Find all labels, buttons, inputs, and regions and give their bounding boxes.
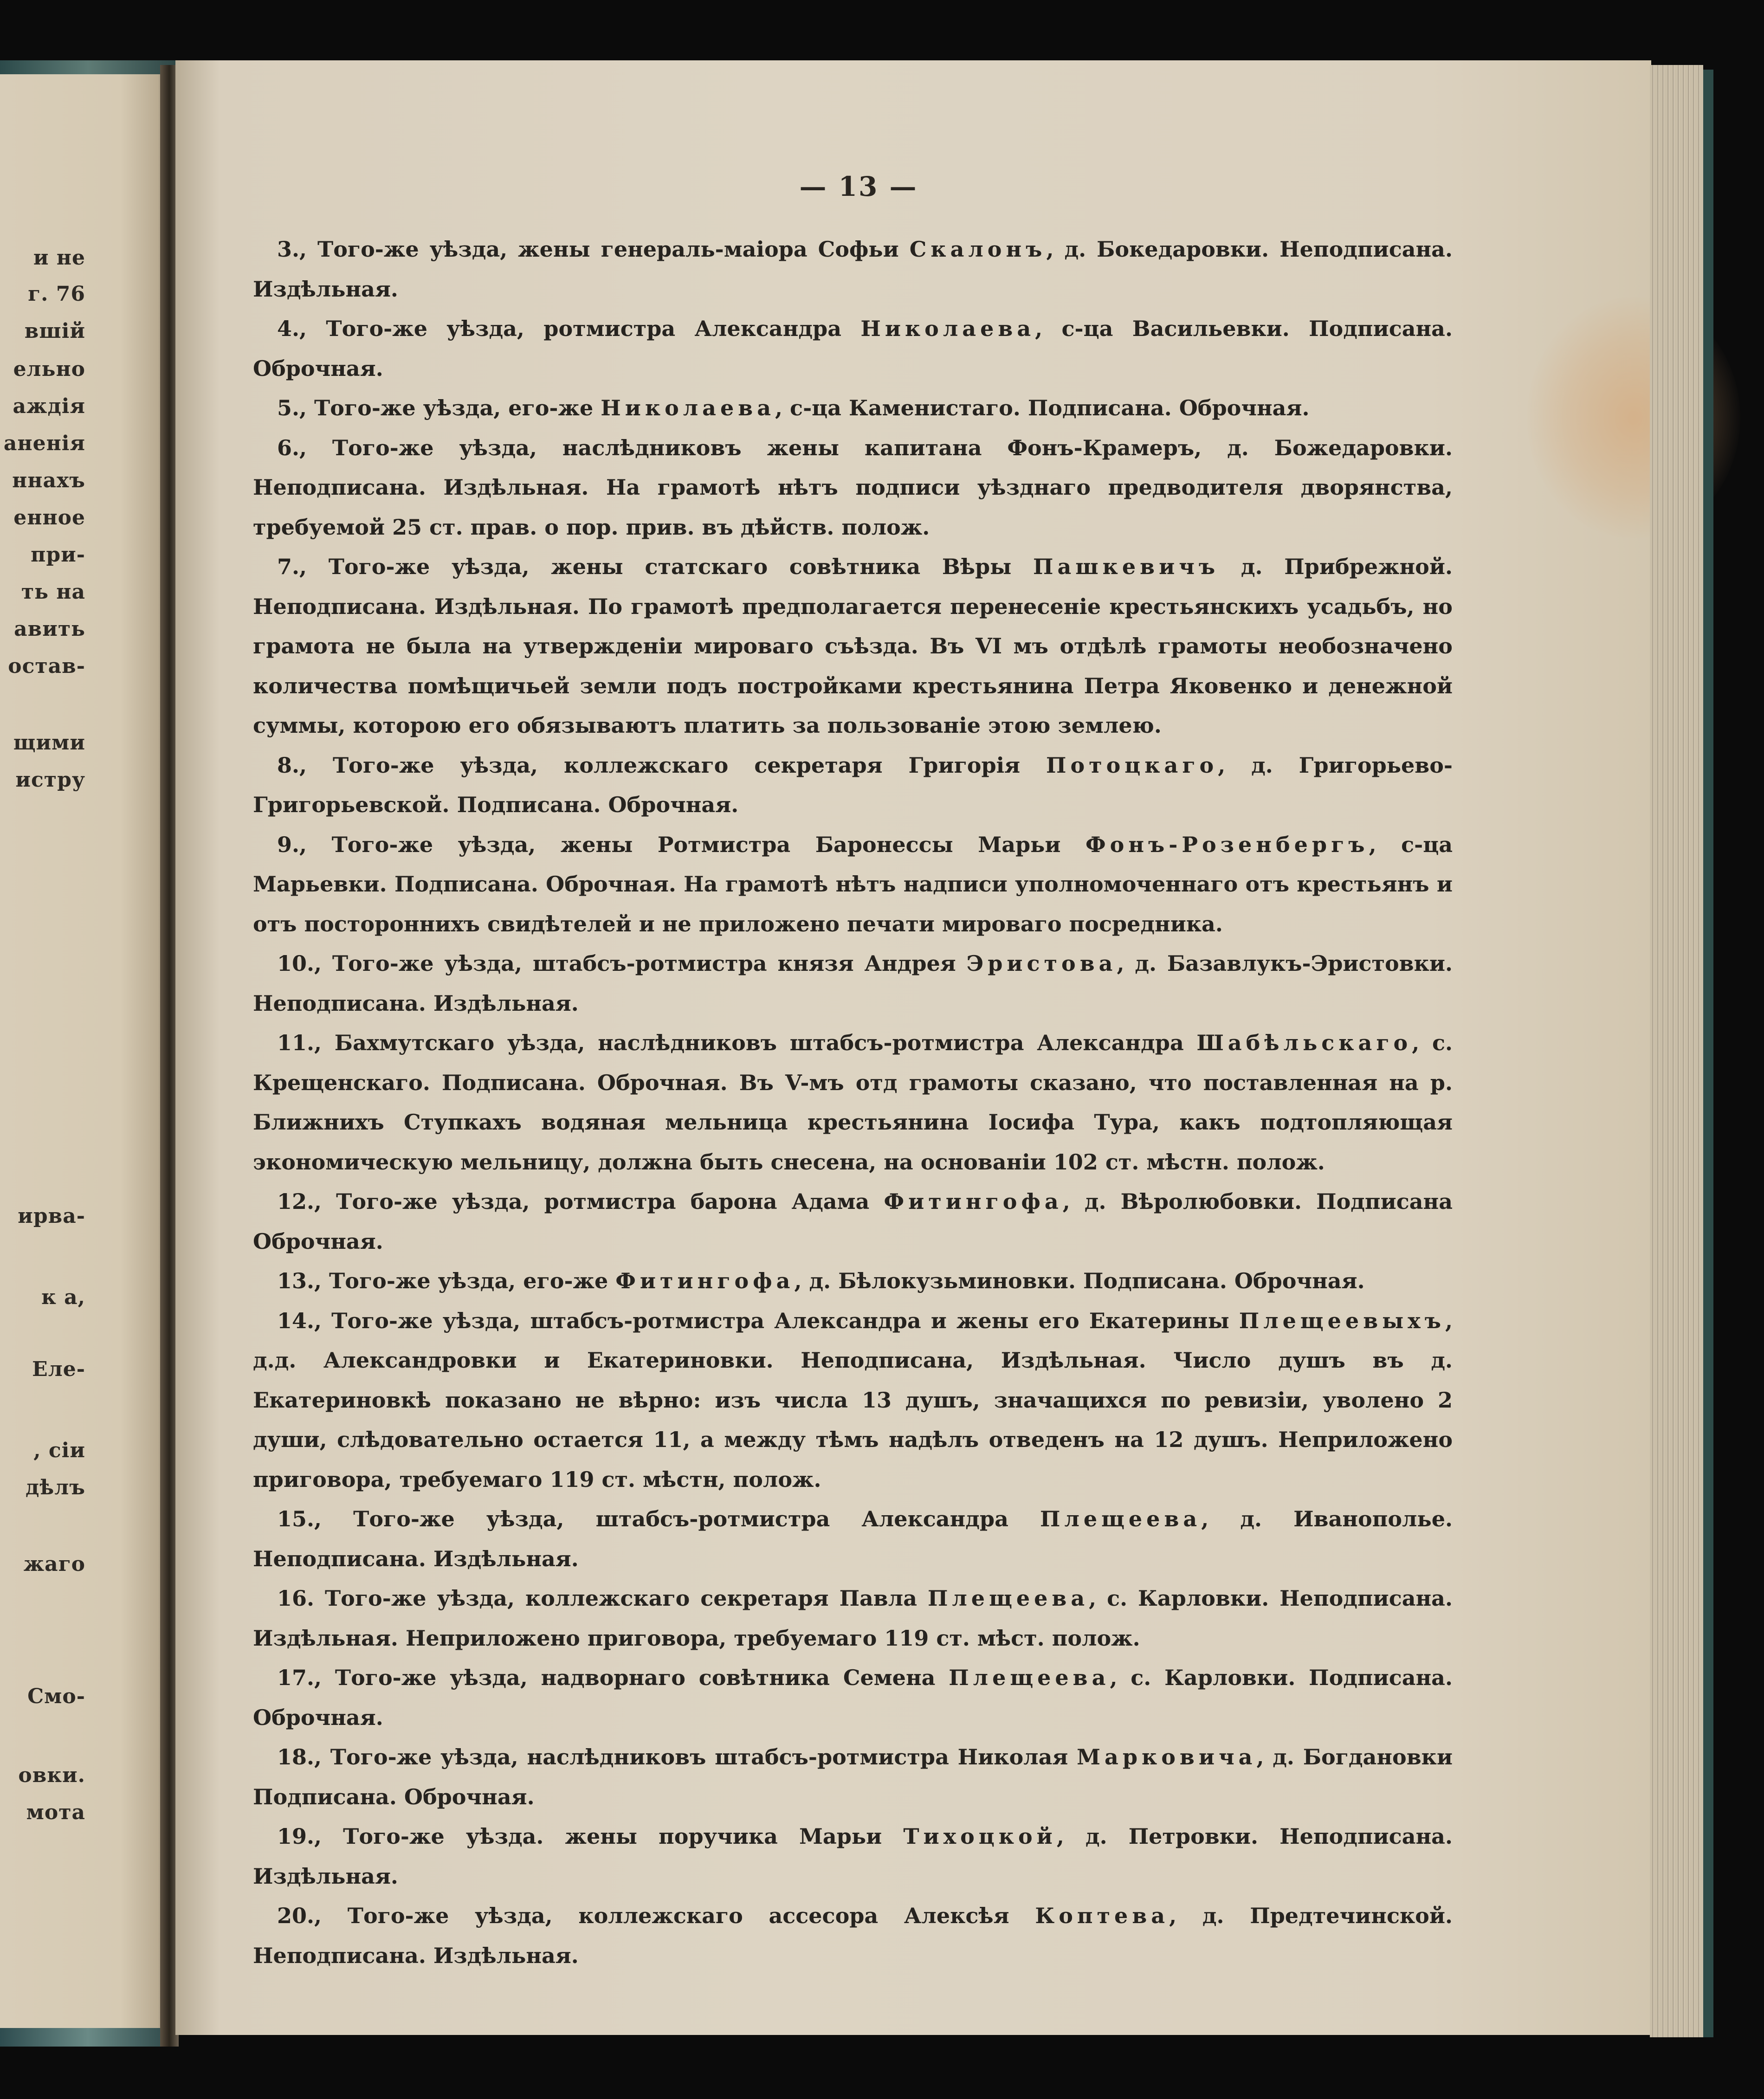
entry-text: 8., Того-же уѣзда, коллежскаго секретаря Григорія bbox=[277, 752, 1046, 778]
entry-text: 18., Того-же уѣзда, наслѣдниковъ штабсъ-ротмистра Николая bbox=[277, 1744, 1077, 1770]
register-entry bbox=[253, 1737, 1453, 1817]
left-page bbox=[0, 70, 172, 2033]
register-entry bbox=[253, 1499, 1453, 1579]
entry-text: 11., Бахмутскаго уѣзда, наслѣдниковъ штабсъ-ротмистра Александра bbox=[277, 1030, 1197, 1055]
entry-text: 16. Того-же уѣзда, коллежскаго секретаря Павла bbox=[277, 1586, 928, 1611]
left-page-line: г. 76 bbox=[28, 282, 85, 306]
entry-surname: Марковича bbox=[1077, 1744, 1257, 1770]
entry-text: 20., Того-же уѣзда, коллежскаго ассесора Алексѣя bbox=[277, 1903, 1035, 1928]
entry-text: 4., Того-же уѣзда, ротмистра Александра bbox=[277, 316, 861, 341]
entry-text: , с-ца Васильевки. Подписана. Оброчная. bbox=[253, 316, 1453, 381]
entry-text: 3., Того-же уѣзда, жены генераль-маіора Софьи bbox=[277, 237, 910, 262]
left-page-line: авить bbox=[14, 617, 85, 641]
left-page-line: Еле- bbox=[32, 1357, 85, 1381]
text-block bbox=[253, 230, 1453, 1976]
entry-text: 12., Того-же уѣзда, ротмистра барона Адама bbox=[277, 1189, 884, 1214]
entry-text: , д. Григорьево-Григорьевской. Подписана. Оброчная. bbox=[253, 752, 1453, 817]
entry-text: , с. Карловки. Неподписана. Издѣльная. Неприложено приговора, требуемаго 119 ст. мѣст. полож. bbox=[253, 1586, 1453, 1651]
left-page-line: Смо- bbox=[27, 1685, 85, 1708]
register-entry bbox=[253, 1817, 1453, 1896]
entry-surname: Скалонъ bbox=[909, 237, 1047, 262]
register-entry bbox=[253, 1579, 1453, 1658]
entry-text: , д. Вѣролюбовки. Подписана Оброчная. bbox=[253, 1189, 1453, 1254]
left-page-line: аненія bbox=[3, 432, 85, 455]
register-entry bbox=[253, 547, 1453, 746]
entry-text: , с-ца Каменистаго. Подписана. Оброчная. bbox=[775, 395, 1310, 420]
register-entry bbox=[253, 1896, 1453, 1976]
left-page-line: дѣлъ bbox=[25, 1476, 85, 1499]
entry-surname: Шабѣльскаго bbox=[1196, 1030, 1412, 1055]
entry-text: , д. Иванополье. Неподписана. Издѣльная. bbox=[253, 1506, 1453, 1571]
register-entry bbox=[253, 428, 1453, 548]
entry-text: 19., Того-же уѣзда. жены поручика Марьи bbox=[277, 1824, 904, 1849]
entry-text: 7., Того-же уѣзда, жены статскаго совѣтника Вѣры bbox=[277, 554, 1033, 579]
entry-text: 17., Того-же уѣзда, надворнаго совѣтника Семена bbox=[277, 1665, 949, 1690]
register-entry bbox=[253, 1261, 1453, 1301]
cover-edge-bottom bbox=[0, 2028, 176, 2047]
left-page-line: щими bbox=[13, 731, 85, 755]
entry-surname: Фонъ-Розенбергъ bbox=[1086, 832, 1369, 857]
cover-edge-top bbox=[0, 60, 176, 74]
entry-surname: Плещеева bbox=[1040, 1506, 1202, 1531]
left-page-line: остав- bbox=[8, 654, 85, 678]
page-edges bbox=[1650, 65, 1703, 2037]
entry-text: , д. Бокедаровки. Неподписана. Издѣльная. bbox=[253, 237, 1453, 302]
entry-text: 10., Того-же уѣзда, штабсъ-ротмистра князя Андрея bbox=[277, 951, 967, 976]
entry-text: 13., Того-же уѣзда, его-же bbox=[277, 1268, 616, 1293]
left-page-line: енное bbox=[13, 506, 85, 530]
entry-surname: Тихоцкой bbox=[903, 1824, 1057, 1849]
entry-surname: Плещеевыхъ bbox=[1239, 1308, 1445, 1333]
left-page-line: мота bbox=[26, 1801, 85, 1824]
left-page-line: , сіи bbox=[33, 1439, 85, 1462]
entry-surname: Пашкевичъ bbox=[1033, 554, 1220, 579]
entry-surname: Фитингофа bbox=[884, 1189, 1063, 1214]
left-page-line: жаго bbox=[23, 1552, 85, 1576]
entry-surname: Николаева bbox=[860, 316, 1035, 341]
page-number: — 13 — bbox=[799, 171, 918, 202]
entry-text: 5., Того-же уѣзда, его-же bbox=[277, 395, 601, 420]
entry-text: , д. Бѣлокузьминовки. Подписана. Оброчная. bbox=[794, 1268, 1365, 1293]
entry-text: , с. Крещенскаго. Подписана. Оброчная. Въ V-мъ отд грамоты сказано, что поставленная на р. Ближнихъ Ступкахъ водяная мельница крестьянина Іосифа Тура, какъ подтопляющая экономическую мельницу, должна быть снесена, на основаніи 102 ст. мѣстн. полож. bbox=[253, 1030, 1453, 1175]
entry-surname: Фитингофа bbox=[615, 1268, 795, 1293]
left-page-line: овки. bbox=[18, 1763, 85, 1787]
left-page-line: и не bbox=[33, 246, 85, 270]
left-page-line: ельно bbox=[13, 357, 85, 381]
register-entry bbox=[253, 1658, 1453, 1737]
register-entry bbox=[253, 1301, 1453, 1500]
register-entry bbox=[253, 944, 1453, 1023]
register-entry bbox=[253, 309, 1453, 388]
entry-text: , д. Предтечинской. Неподписана. Издѣльная. bbox=[253, 1903, 1453, 1968]
left-page-line: ирва- bbox=[18, 1204, 85, 1228]
entry-text: 9., Того-же уѣзда, жены Ротмистра Баронессы Марьи bbox=[277, 832, 1086, 857]
entry-text: , д.д. Александровки и Екатериновки. Неподписана, Издѣльная. Число душъ въ д. Екатериновкѣ показано не вѣрно: изъ числа 13 душъ, значащихся по ревизіи, уволено 2 души, слѣдовательно остается 11, а между тѣмъ надѣлъ отведенъ на 12 душъ. Неприложено приговора, требуемаго 119 ст. мѣстн, полож. bbox=[253, 1308, 1453, 1492]
left-page-line: вшій bbox=[24, 319, 85, 343]
entry-text: 14., Того-же уѣзда, штабсъ-ротмистра Александра и жены его Екатерины bbox=[277, 1308, 1239, 1333]
register-entry bbox=[253, 1182, 1453, 1261]
left-page-line: к а, bbox=[41, 1285, 85, 1309]
entry-surname: Николаева bbox=[601, 395, 775, 420]
register-entry bbox=[253, 230, 1453, 309]
cover-edge-right bbox=[1703, 70, 1713, 2037]
register-entry bbox=[253, 1023, 1453, 1182]
entry-text: , д. Богдановки Подписана. Оброчная. bbox=[253, 1744, 1453, 1809]
left-page-line: ть на bbox=[21, 580, 85, 604]
entry-text: , д. Базавлукъ-Эристовки. Неподписана. Издѣльная. bbox=[253, 951, 1453, 1016]
entry-text: 6., Того-же уѣзда, наслѣдниковъ жены капитана Фонъ-Крамеръ, д. Божедаровки. Неподписана. Издѣльная. На грамотѣ нѣтъ подписи уѣзднаго предводителя дворянства, требуемой 25 ст. прав. о пор. прив. въ дѣйств. полож. bbox=[253, 435, 1453, 540]
entry-surname: Плещеева bbox=[927, 1586, 1089, 1611]
left-page-line: аждія bbox=[13, 394, 85, 418]
entry-surname: Плещеева bbox=[949, 1665, 1110, 1690]
left-page-line: ннахъ bbox=[12, 469, 85, 492]
entry-text: , с. Карловки. Подписана. Оброчная. bbox=[253, 1665, 1453, 1730]
register-entry bbox=[253, 746, 1453, 825]
register-entry bbox=[253, 388, 1453, 428]
entry-surname: Коптева bbox=[1035, 1903, 1170, 1928]
entry-surname: Эристова bbox=[966, 951, 1117, 976]
entry-text: 15., Того-же уѣзда, штабсъ-ротмистра Александра bbox=[277, 1506, 1040, 1531]
left-page-line: истру bbox=[15, 768, 85, 792]
register-entry bbox=[253, 825, 1453, 944]
left-page-line: при- bbox=[31, 543, 85, 567]
entry-text: д. Прибрежной. Неподписана. Издѣльная. По грамотѣ предполагается перенесеніе крестьянскихъ усадьбъ, но грамота не была на утвержденіи мироваго съѣзда. Въ VI мъ отдѣлѣ грамоты необозначено количества помѣщичьей земли подъ постройками крестьянина Петра Яковенко и денежной суммы, которою его обязываютъ платить за пользованіе этою землею. bbox=[253, 554, 1453, 738]
entry-surname: Потоцкаго bbox=[1046, 752, 1218, 778]
entry-text: , с-ца Марьевки. Подписана. Оброчная. На грамотѣ нѣтъ надписи уполномоченнаго отъ крестьянъ и отъ постороннихъ свидѣтелей и не приложено печати мироваго посредника. bbox=[253, 832, 1453, 936]
entry-text: , д. Петровки. Неподписана. Издѣльная. bbox=[253, 1824, 1453, 1889]
